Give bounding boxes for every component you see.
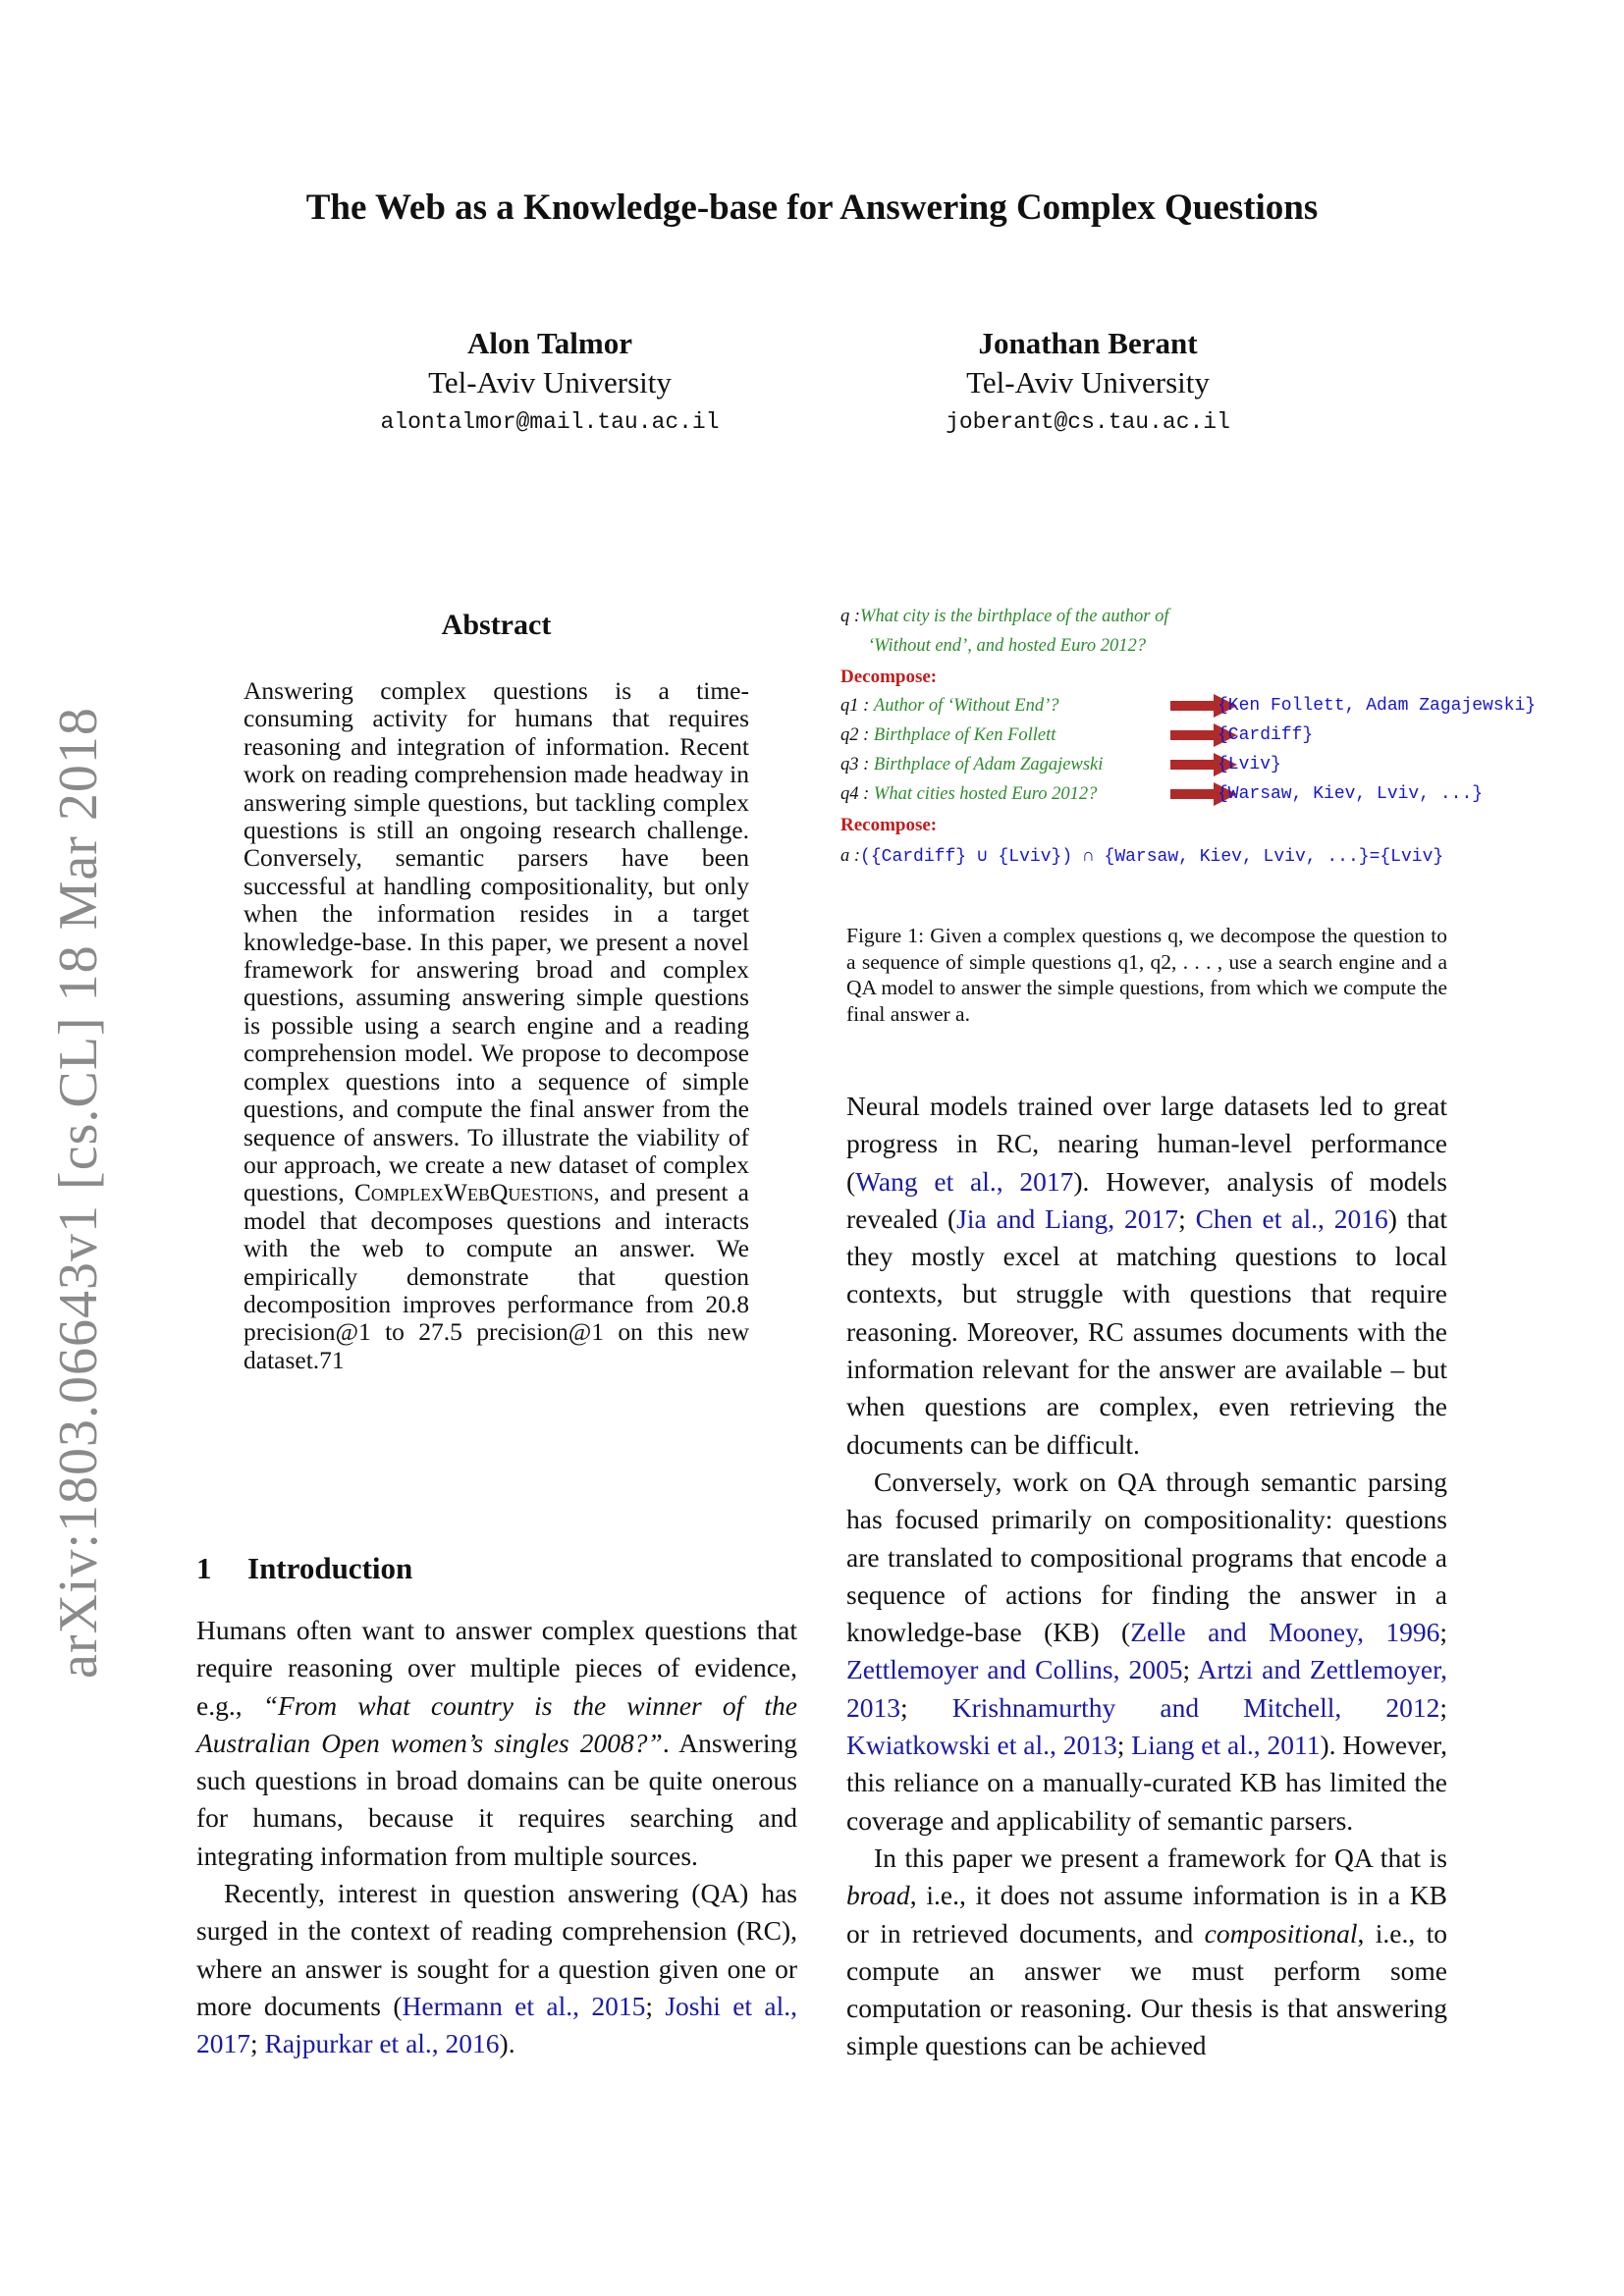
subanswer: {Ken Follett, Adam Zagajewski} (1218, 696, 1537, 716)
intro-paragraph-2: Recently, interest in question answering (QA) has surged in the context of reading comprehension (RC), where an answer is sought for a question given one or more documents (Hermann et al., 2015; Joshi et al., 2017; Rajpurkar et al., 2016). (196, 1878, 798, 2059)
paper-title: The Web as a Knowledge-base for Answering Complex Questions (305, 187, 1319, 228)
subanswer: {Warsaw, Kiev, Lviv, ...} (1218, 784, 1484, 804)
citation-link[interactable]: Liang et al., 2011 (1131, 1730, 1321, 1761)
author-email: alontalmor@mail.tau.ac.il (380, 409, 720, 435)
citation-link[interactable]: Rajpurkar et al., 2016 (264, 2028, 500, 2059)
citation-link[interactable]: Kwiatkowski et al., 2013 (846, 1730, 1117, 1761)
arxiv-stamp: arXiv:1803.06643v1 [cs.CL] 18 Mar 2018 (48, 707, 109, 1679)
right-paragraph-2: Conversely, work on QA through semantic parsing has focused primarily on compositionality: questions are translated to compositional programs that encode a sequence of actions for finding the answer in a knowledge-base (KB) (Zelle and Mooney, 1996; Zettlemoyer and Collins, 2005; Artzi and Zettlemoyer, 2013; Krishnamurthy and Mitchell, 2012; Kwiatkowski et al., 2013; Liang et al., 2011). However, this reliance on a manually-curated KB has limited the coverage and applicability of semantic parsers. (846, 1466, 1448, 1836)
author-block-2 (842, 324, 1333, 442)
citation-link[interactable]: Jia and Liang, 2017 (956, 1202, 1179, 1234)
author-block-1 (304, 324, 795, 442)
right-column-text (846, 1088, 1447, 2065)
citation-link[interactable]: Hermann et al., 2015 (402, 1990, 646, 2021)
citation-link[interactable]: Krishnamurthy and Mitchell, 2012 (951, 1691, 1440, 1723)
author-affiliation: Tel-Aviv University (966, 365, 1210, 400)
final-answer-row: a :({Cardiff} ∪ {Lviv}) ∩ {Warsaw, Kiev, Lviv, ...}={Lviv} (840, 846, 1444, 867)
citation-link[interactable]: Artzi and Zettlemoyer, 2013 (846, 1654, 1447, 1723)
subanswer: {Cardiff} (1218, 725, 1314, 745)
right-paragraph-1: Neural models trained over large datasets led to great progress in RC, nearing human-level performance (Wang et al., 2017). However, analysis of models revealed (Jia and Liang, 2017; Chen et al., 2016) that they mostly excel at matching questions to local contexts, but struggle with questions that require reasoning. Moreover, RC assumes documents with the information relevant for the answer are available – but when questions are complex, even retrieving the documents can be difficult. (846, 1091, 1447, 1460)
decompose-heading: Decompose: (840, 667, 938, 687)
citation-link[interactable]: Wang et al., 2017 (855, 1165, 1074, 1197)
author-name: Alon Talmor (467, 326, 632, 360)
question-label: q : (840, 607, 861, 626)
citation-link[interactable]: Chen et al., 2016 (1195, 1202, 1388, 1234)
intro-paragraph-1: Humans often want to answer complex questions that require reasoning over multiple pieces of evidence, e.g., “From what country is the winner of the Australian Open women’s singles 2008?”. Answering such questions in broad domains can be quite onerous for humans, because it requires searching and integrating information from multiple sources. (196, 1615, 797, 1871)
author-name: Jonathan Berant (978, 326, 1198, 360)
section-heading-introduction: 1 Introduction (196, 1551, 413, 1585)
citation-link[interactable]: Zelle and Mooney, 1996 (1130, 1617, 1440, 1648)
figure-caption: Figure 1: Given a complex questions q, we decompose the question to a sequence of simple questions q1, q2, . . . , use a search engine and a QA model to answer the simple questions, from which we compute the final answer a. (846, 924, 1447, 1026)
complex-question-line-2: ‘Without end’, and hosted Euro 2012? (868, 636, 1146, 656)
subquestion-row: q1 : Author of ‘Without End’? (840, 696, 1059, 716)
right-paragraph-3: In this paper we present a framework for QA that is broad, i.e., it does not assume information is in a KB or in retrieved documents, and compositional, i.e., to compute an answer we must perform some computation or reasoning. Our thesis is that answering simple questions can be achieved (846, 1842, 1447, 2061)
abstract-heading: Abstract (441, 609, 552, 641)
author-email: joberant@cs.tau.ac.il (946, 409, 1230, 435)
dataset-name: ComplexWebQuestions (353, 1178, 594, 1207)
subquestion-row: q4 : What cities hosted Euro 2012? (840, 784, 1098, 804)
complex-question-line-1: What city is the birthplace of the author of (860, 607, 1169, 626)
recompose-heading: Recompose: (840, 815, 938, 835)
subquestion-row: q2 : Birthplace of Ken Follett (840, 725, 1056, 745)
subquestion-row: q3 : Birthplace of Adam Zagajewski (840, 755, 1104, 774)
abstract-text: Answering complex questions is a time-consuming activity for humans that requires reasoning and integration of information. Recent work on reading comprehension made headway in answering simple questions, but tackling complex questions is still an ongoing research challenge. Conversely, semantic parsers have been successful at handling compositionality, but only when the information resides in a target knowledge-base. In this paper, we present a novel framework for answering broad and complex questions, assuming answering simple questions is possible using a search engine and a reading comprehension model. We propose to decompose complex questions into a sequence of simple questions, and compute the final answer from the sequence of answers. To illustrate the viability of our approach, we create a new dataset of complex questions, ComplexWebQuestions, and present a model that decomposes questions and interacts with the web to compute an answer. We empirically demonstrate that question decomposition improves performance from 20.8 precision@1 to 27.5 precision@1 on this new dataset.71 (244, 676, 749, 1374)
left-column-text (196, 1612, 797, 2063)
citation-link[interactable]: Joshi et al., 2017 (196, 1990, 798, 2059)
subanswer: {Lviv} (1218, 755, 1281, 774)
citation-link[interactable]: Zettlemoyer and Collins, 2005 (846, 1654, 1183, 1685)
author-affiliation: Tel-Aviv University (428, 365, 672, 400)
